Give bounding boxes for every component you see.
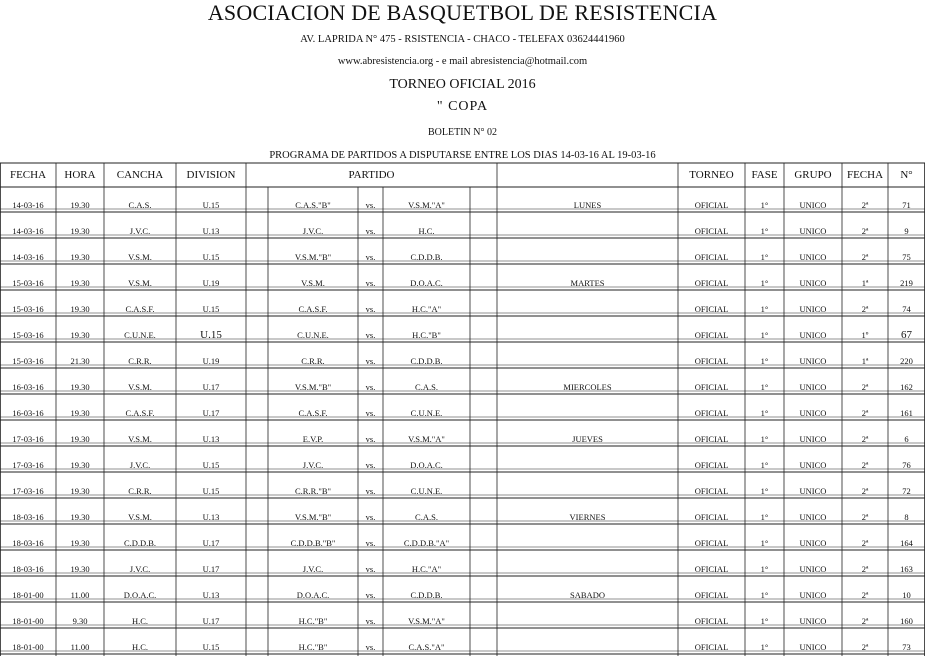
cell-number: 164 (900, 538, 913, 548)
cell-fase: 1° (760, 434, 769, 444)
cell-visiting-team: V.S.M."A" (408, 434, 445, 444)
cell-fase: 1° (760, 330, 769, 340)
cell-number: 9 (904, 226, 909, 236)
cell-fase: 1° (760, 408, 769, 418)
cup-title: " COPA (436, 99, 489, 114)
cell-fecha: 18-03-16 (12, 538, 44, 548)
cell-vs: vs. (365, 590, 376, 600)
cell-torneo: OFICIAL (694, 356, 729, 366)
cell-grupo: UNICO (799, 434, 827, 444)
cell-division: U.15 (202, 486, 220, 496)
cell-grupo: UNICO (799, 382, 827, 392)
cell-visiting-team: C.D.D.B. (410, 356, 443, 366)
cell-hora: 19.30 (70, 564, 90, 574)
cell-day: LUNES (573, 200, 602, 210)
cell-visiting-team: H.C."B" (412, 330, 441, 340)
cell-fecha: 14-03-16 (12, 200, 44, 210)
cell-fecha-num: 2ª (861, 382, 869, 392)
cell-torneo: OFICIAL (694, 382, 729, 392)
cell-cancha: C.A.S. (128, 200, 152, 210)
cell-visiting-team: C.D.D.B. (410, 590, 443, 600)
cell-fecha: 16-03-16 (12, 408, 44, 418)
cell-hora: 21.30 (70, 356, 90, 366)
cell-vs: vs. (365, 226, 376, 236)
cell-day (497, 615, 678, 627)
cell-fase: 1° (760, 200, 769, 210)
cell-cancha: V.S.M. (128, 252, 152, 262)
cell-division: U.15 (202, 460, 220, 470)
cell-local-team: E.V.P. (302, 434, 324, 444)
cell-number: 8 (904, 512, 909, 522)
cell-number: 162 (900, 382, 913, 392)
cell-grupo: UNICO (799, 616, 827, 626)
cell-hora: 19.30 (70, 460, 90, 470)
cell-visiting-team: C.U.N.E. (410, 486, 443, 496)
cell-visiting-team: D.O.A.C. (410, 460, 443, 470)
cell-cancha: C.A.S.F. (125, 304, 155, 314)
cell-visiting-team: C.D.D.B."A" (403, 538, 450, 548)
cell-vs: vs. (365, 304, 376, 314)
cell-cancha: H.C. (131, 616, 149, 626)
col-header-division: DIVISION (186, 169, 236, 181)
cell-fecha-num: 2ª (861, 538, 869, 548)
cell-cancha: J.V.C. (129, 564, 151, 574)
cell-day: VIERNES (569, 512, 606, 522)
col-header-hora: HORA (64, 169, 96, 181)
cell-division: U.17 (202, 408, 220, 418)
cell-fecha-num: 2ª (861, 564, 869, 574)
cell-visiting-team: C.A.S. (415, 512, 438, 522)
cell-day: JUEVES (572, 434, 603, 444)
cell-visiting-team: H.C. (418, 226, 435, 236)
cell-fase: 1° (760, 304, 769, 314)
cell-torneo: OFICIAL (694, 642, 729, 652)
cell-vs: vs. (365, 330, 376, 340)
page-title: ASOCIACION DE BASQUETBOL DE RESISTENCIA (207, 0, 718, 25)
cell-visiting-team: V.S.M."A" (408, 200, 445, 210)
cell-local-team: C.U.N.E. (297, 330, 329, 340)
cell-day (497, 355, 678, 367)
cell-fase: 1° (760, 356, 769, 366)
cell-division: U.13 (202, 512, 220, 522)
cell-local-team: V.S.M."B" (294, 252, 332, 262)
cell-fecha: 18-03-16 (12, 564, 44, 574)
cell-vs: vs. (365, 356, 376, 366)
cell-hora: 19.30 (70, 278, 90, 288)
cell-day (497, 251, 678, 263)
cell-day: SABADO (570, 590, 605, 600)
cell-division: U.15 (202, 642, 220, 652)
cell-hora: 19.30 (70, 330, 90, 340)
cell-fecha-num: 2ª (861, 512, 869, 522)
cell-visiting-team: C.D.D.B. (410, 252, 443, 262)
cell-local-team: J.V.C. (302, 460, 324, 470)
address-line: AV. LAPRIDA N° 475 - RSISTENCIA - CHACO - TELEFAX 03624441960 (300, 34, 625, 45)
cell-grupo: UNICO (799, 512, 827, 522)
cell-fecha-num: 2ª (861, 200, 869, 210)
cell-number: 67 (901, 329, 912, 341)
cell-fecha: 18-01-00 (12, 616, 44, 626)
col-header-number: N° (900, 169, 913, 181)
cell-hora: 19.30 (70, 408, 90, 418)
cell-number: 72 (902, 486, 911, 496)
cell-fecha: 17-03-16 (12, 434, 44, 444)
cell-fecha-num: 2ª (861, 226, 869, 236)
cell-fecha-num: 2ª (861, 252, 869, 262)
cell-fecha-num: 1ª (861, 356, 869, 366)
cell-number: 160 (900, 616, 913, 626)
cell-vs: vs. (365, 616, 376, 626)
cell-fecha: 17-03-16 (12, 460, 44, 470)
cell-day (497, 641, 678, 653)
cell-torneo: OFICIAL (694, 616, 729, 626)
cell-local-team: V.S.M. (301, 278, 325, 288)
cell-cancha: V.S.M. (128, 434, 152, 444)
cell-number: 74 (902, 304, 911, 314)
cell-cancha: C.U.N.E. (124, 330, 156, 340)
cell-hora: 19.30 (70, 512, 90, 522)
cell-fecha: 16-03-16 (12, 382, 44, 392)
cell-fecha: 17-03-16 (12, 486, 44, 496)
cell-fecha-num: 2ª (861, 642, 869, 652)
cell-grupo: UNICO (799, 200, 827, 210)
cell-day (497, 563, 678, 575)
col-header-cancha: CANCHA (116, 169, 164, 181)
cell-fecha: 15-03-16 (12, 356, 44, 366)
cell-grupo: UNICO (799, 538, 827, 548)
cell-torneo: OFICIAL (694, 486, 729, 496)
cell-day (497, 225, 678, 237)
cell-visiting-team: H.C."A" (411, 564, 442, 574)
cell-grupo: UNICO (799, 408, 827, 418)
cell-hora: 19.30 (70, 200, 90, 210)
cell-grupo: UNICO (799, 330, 827, 340)
cell-fecha-num: 1ª (861, 278, 869, 288)
cell-vs: vs. (365, 460, 376, 470)
cell-fecha: 18-03-16 (12, 512, 44, 522)
cell-cancha: J.V.C. (129, 226, 151, 236)
cell-fecha: 18-01-00 (12, 590, 44, 600)
cell-hora: 9.30 (72, 616, 88, 626)
cell-hora: 19.30 (70, 382, 90, 392)
cell-fase: 1° (760, 226, 769, 236)
cell-fase: 1° (760, 616, 769, 626)
cell-day (497, 537, 678, 549)
tournament-title: TORNEO OFICIAL 2016 (389, 77, 536, 92)
cell-cancha: C.D.D.B. (123, 538, 157, 548)
cell-number: 73 (902, 642, 911, 652)
cell-number: 75 (902, 252, 911, 262)
cell-local-team: C.A.S.F. (298, 304, 328, 314)
cell-visiting-team: D.O.A.C. (410, 278, 443, 288)
cell-division: U.17 (202, 538, 220, 548)
contact-line: www.abresistencia.org - e mail abresistencia@hotmail.com (337, 56, 588, 67)
cell-fase: 1° (760, 460, 769, 470)
cell-fase: 1° (760, 382, 769, 392)
cell-vs: vs. (365, 382, 376, 392)
cell-hora: 19.30 (70, 304, 90, 314)
cell-visiting-team: C.A.S."A" (408, 642, 445, 652)
cell-fase: 1° (760, 590, 769, 600)
cell-local-team: D.O.A.C. (296, 590, 330, 600)
cell-vs: vs. (365, 564, 376, 574)
cell-division: U.19 (202, 278, 220, 288)
col-header-fecha-num: FECHA (846, 169, 884, 181)
cell-day (497, 329, 678, 341)
cell-grupo: UNICO (799, 304, 827, 314)
cell-cancha: V.S.M. (128, 278, 152, 288)
cell-visiting-team: H.C."A" (411, 304, 442, 314)
cell-fase: 1° (760, 538, 769, 548)
cell-hora: 19.30 (70, 486, 90, 496)
cell-fase: 1° (760, 512, 769, 522)
cell-cancha: D.O.A.C. (123, 590, 157, 600)
cell-vs: vs. (365, 278, 376, 288)
cell-vs: vs. (365, 642, 376, 652)
cell-fase: 1° (760, 564, 769, 574)
cell-vs: vs. (365, 434, 376, 444)
cell-fecha: 14-03-16 (12, 252, 44, 262)
cell-division: U.13 (202, 434, 220, 444)
cell-hora: 19.30 (70, 538, 90, 548)
col-header-partido: PARTIDO (348, 169, 395, 181)
cell-day (497, 459, 678, 471)
cell-grupo: UNICO (799, 486, 827, 496)
cell-local-team: C.R.R. (301, 356, 325, 366)
col-header-torneo: TORNEO (689, 169, 734, 181)
cell-day: MARTES (570, 278, 605, 288)
cell-fase: 1° (760, 278, 769, 288)
cell-cancha: J.V.C. (129, 460, 151, 470)
cell-torneo: OFICIAL (694, 330, 729, 340)
cell-hora: 19.30 (70, 434, 90, 444)
col-header-fase: FASE (751, 169, 778, 181)
cell-vs: vs. (365, 200, 376, 210)
cell-grupo: UNICO (799, 564, 827, 574)
cell-division: U.13 (202, 226, 220, 236)
cell-grupo: UNICO (799, 226, 827, 236)
cell-cancha: C.A.S.F. (125, 408, 155, 418)
cell-grupo: UNICO (799, 278, 827, 288)
cell-cancha: H.C. (131, 642, 149, 652)
cell-fecha-num: 1º (861, 330, 869, 340)
cell-visiting-team: V.S.M."A" (408, 616, 445, 626)
cell-local-team: C.A.S."B" (295, 200, 331, 210)
cell-torneo: OFICIAL (694, 278, 729, 288)
cell-local-team: C.D.D.B."B" (290, 538, 336, 548)
cell-vs: vs. (365, 408, 376, 418)
cell-cancha: V.S.M. (128, 512, 152, 522)
schedule-caption: PROGRAMA DE PARTIDOS A DISPUTARSE ENTRE LOS DIAS 14-03-16 AL 19-03-16 (269, 150, 656, 161)
cell-division: U.15 (202, 252, 220, 262)
cell-vs: vs. (365, 486, 376, 496)
cell-local-team: J.V.C. (302, 564, 324, 574)
cell-fecha: 18-01-00 (12, 642, 44, 652)
cell-day (497, 303, 678, 315)
cell-torneo: OFICIAL (694, 538, 729, 548)
cell-local-team: H.C."B" (298, 616, 328, 626)
cell-visiting-team: C.U.N.E. (410, 408, 443, 418)
cell-torneo: OFICIAL (694, 200, 729, 210)
cell-local-team: H.C."B" (298, 642, 328, 652)
cell-fecha-num: 2ª (861, 304, 869, 314)
cell-fecha: 15-03-16 (12, 278, 44, 288)
cell-vs: vs. (365, 252, 376, 262)
cell-cancha: C.R.R. (128, 486, 152, 496)
cell-hora: 19.30 (70, 226, 90, 236)
cell-torneo: OFICIAL (694, 408, 729, 418)
cell-number: 71 (902, 200, 911, 210)
cell-fecha-num: 2ª (861, 590, 869, 600)
cell-fecha: 14-03-16 (12, 226, 44, 236)
cell-torneo: OFICIAL (694, 460, 729, 470)
cell-fecha: 15-03-16 (12, 330, 44, 340)
cell-fecha: 15-03-16 (12, 304, 44, 314)
cell-number: 163 (900, 564, 913, 574)
cell-division: U.13 (202, 590, 220, 600)
cell-fase: 1° (760, 252, 769, 262)
cell-division: U.15 (202, 200, 220, 210)
cell-number: 161 (900, 408, 913, 418)
cell-torneo: OFICIAL (694, 252, 729, 262)
cell-division: U.17 (202, 564, 220, 574)
cell-fecha-num: 2ª (861, 460, 869, 470)
cell-grupo: UNICO (799, 356, 827, 366)
cell-division: U.15 (202, 304, 220, 314)
col-header-grupo: GRUPO (794, 169, 832, 181)
cell-number: 10 (902, 590, 911, 600)
cell-number: 219 (900, 278, 913, 288)
cell-day (497, 485, 678, 497)
cell-torneo: OFICIAL (694, 434, 729, 444)
cell-grupo: UNICO (799, 590, 827, 600)
cell-fecha-num: 2ª (861, 434, 869, 444)
cell-fase: 1° (760, 486, 769, 496)
cell-local-team: V.S.M."B" (294, 382, 332, 392)
cell-hora: 11.00 (70, 590, 90, 600)
cell-torneo: OFICIAL (694, 226, 729, 236)
cell-local-team: C.A.S.F. (298, 408, 328, 418)
cell-local-team: J.V.C. (302, 226, 324, 236)
cell-torneo: OFICIAL (694, 564, 729, 574)
cell-visiting-team: C.A.S. (415, 382, 438, 392)
cell-grupo: UNICO (799, 460, 827, 470)
cell-number: 76 (902, 460, 911, 470)
cell-day: MIERCOLES (563, 382, 612, 392)
cell-fecha-num: 2ª (861, 616, 869, 626)
cell-torneo: OFICIAL (694, 590, 729, 600)
cell-number: 6 (904, 434, 909, 444)
cell-number: 220 (900, 356, 913, 366)
col-header-fecha: FECHA (9, 169, 47, 181)
bulletin-number: BOLETIN N° 02 (428, 127, 497, 138)
cell-division: U.15 (200, 329, 222, 341)
cell-fecha-num: 2ª (861, 486, 869, 496)
cell-vs: vs. (365, 538, 376, 548)
cell-day (497, 407, 678, 419)
cell-torneo: OFICIAL (694, 304, 729, 314)
cell-local-team: C.R.R."B" (295, 486, 331, 496)
cell-hora: 19.30 (70, 252, 90, 262)
cell-division: U.17 (202, 382, 220, 392)
cell-hora: 11.00 (70, 642, 90, 652)
cell-local-team: V.S.M."B" (294, 512, 332, 522)
cell-division: U.17 (202, 616, 220, 626)
cell-grupo: UNICO (799, 252, 827, 262)
cell-fecha-num: 2ª (861, 408, 869, 418)
cell-cancha: C.R.R. (128, 356, 152, 366)
cell-cancha: V.S.M. (128, 382, 152, 392)
cell-division: U.19 (202, 356, 220, 366)
cell-grupo: UNICO (799, 642, 827, 652)
cell-fase: 1° (760, 642, 769, 652)
cell-torneo: OFICIAL (694, 512, 729, 522)
cell-vs: vs. (365, 512, 376, 522)
